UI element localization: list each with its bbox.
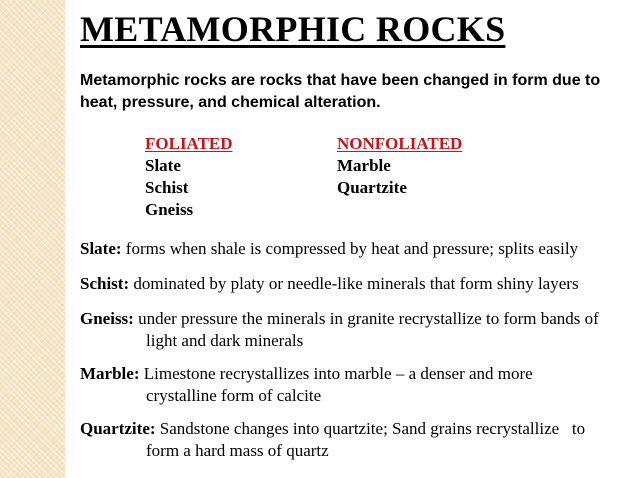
definition-text: Limestone recrystallizes into marble – a denser and more [139, 364, 533, 383]
definition-text-continued: light and dark minerals [146, 331, 304, 350]
definition-text: dominated by platy or needle-like minerals that form shiny layers [129, 274, 579, 293]
definition-term: Quartzite: [80, 419, 156, 438]
definition-text: under pressure the minerals in granite recrystallize to form bands of [133, 309, 599, 328]
definition-text-continued: crystalline form of calcite [146, 386, 322, 405]
foliated-item: Slate [145, 156, 181, 175]
definition-schist [80, 273, 630, 295]
definition-slate [80, 238, 630, 260]
nonfoliated-column [337, 133, 462, 199]
definition-text: Sandstone changes into quartzite; Sand grains recrystallize to [155, 419, 586, 438]
definition-text: forms when shale is compressed by heat and pressure; splits easily [121, 239, 579, 258]
intro-text: Metamorphic rocks are rocks that have been changed in form due to heat, pressure, and chemical alteration. [80, 72, 601, 111]
nonfoliated-heading: NONFOLIATED [337, 134, 463, 153]
nonfoliated-item: Marble [337, 156, 391, 175]
foliated-item: Gneiss [145, 200, 194, 219]
foliated-item: Schist [145, 178, 189, 197]
definition-quartzite [80, 418, 630, 462]
nonfoliated-item: Quartzite [337, 178, 407, 197]
slide-title: METAMORPHIC ROCKS [80, 9, 506, 49]
definition-text-continued: form a hard mass of quartz [146, 441, 329, 460]
foliated-heading: FOLIATED [145, 134, 233, 153]
definition-term: Slate: [80, 239, 122, 258]
definition-term: Gneiss: [80, 309, 134, 328]
definition-term: Schist: [80, 274, 130, 293]
foliated-column [145, 133, 233, 221]
decorative-side-strip [0, 0, 65, 478]
definition-gneiss [80, 308, 630, 352]
definition-marble [80, 363, 630, 407]
definition-term: Marble: [80, 364, 140, 383]
